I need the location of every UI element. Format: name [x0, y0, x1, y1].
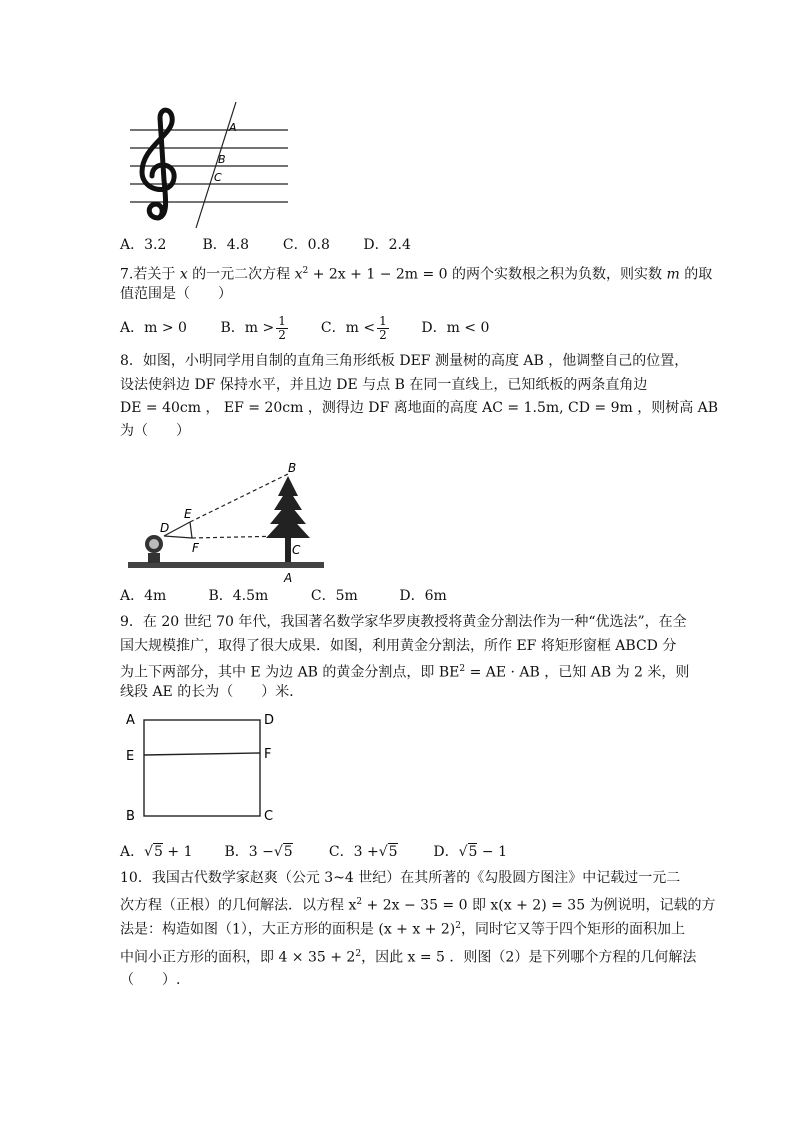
tree-measure-figure: [128, 458, 328, 586]
q9-options: [120, 842, 507, 862]
q9-option-d[interactable]: D．√5 − 1: [433, 844, 507, 860]
q8-line-4: 为（ ）: [120, 423, 190, 439]
q7-var-m: m: [666, 266, 680, 283]
q7-text-b: 的一元二次方程: [187, 266, 295, 283]
q10-line-5: （ ）.: [120, 972, 181, 988]
q7-option-c[interactable]: [321, 314, 417, 342]
fig-label-e: E: [126, 749, 135, 764]
segment-ef: [190, 522, 192, 538]
q9-option-a-radicand: 5: [154, 844, 163, 860]
window-frame-figure: [122, 708, 282, 826]
q8-option-a[interactable]: A．4m: [120, 588, 167, 604]
rectangle-abcd: [144, 720, 260, 816]
q7-option-b[interactable]: [220, 314, 316, 342]
q7-equation: + 2x + 1 − 2m = 0: [308, 266, 448, 283]
q10-line-3: [120, 916, 685, 940]
q7-text-a: 7.若关于: [120, 266, 180, 283]
q6-option-d[interactable]: D．2.4: [363, 237, 411, 253]
q7-text-c: 的两个实数根之积为负数，则实数: [447, 266, 667, 283]
q9-option-d-text: D．: [433, 844, 459, 860]
q10-line-2-text-b: + 2x − 35 = 0 即 x(x + 2) = 35 为例说明，记载的方: [362, 897, 716, 914]
q7-option-c-text: C．m <: [320, 320, 376, 336]
fraction-denominator: 2: [379, 327, 387, 342]
q7-option-a[interactable]: A．m > 0: [120, 320, 187, 336]
q7-line-1: [120, 261, 712, 285]
q7-option-b-text: B．m >: [220, 320, 275, 336]
q9-option-a-text: A．: [120, 844, 145, 860]
fraction-denominator: 2: [278, 327, 286, 342]
fig-label-c: C: [214, 171, 222, 184]
q10-line-3-text-a: 法是：构造如图（1），大正方形的面积是 (x + x + 2): [120, 921, 456, 938]
q7-option-c-fraction: [377, 315, 389, 342]
fraction-numerator: 1: [379, 313, 387, 328]
q9-option-b-radicand: 5: [283, 844, 293, 860]
fig-label-b: B: [288, 461, 297, 475]
q10-line-1: 10．我国古代数学家赵爽（公元 3~4 世纪）在其所著的《勾股圆方图注》中记载过一元二: [120, 870, 681, 886]
q7-option-d[interactable]: D．m < 0: [421, 320, 490, 336]
q10-line-2-sup: 2: [356, 897, 363, 907]
q7-options: [120, 314, 489, 342]
q10-line-2-text-a: 次方程（正根）的几何解法．以方程 x: [120, 897, 357, 914]
q6-options: [120, 235, 411, 255]
q9-option-c-radicand: 5: [388, 844, 398, 860]
q6-option-c[interactable]: C．0.8: [282, 237, 330, 253]
q7-eq-sup: 2: [302, 266, 309, 276]
q9-option-c[interactable]: C．3 +√5: [328, 844, 398, 860]
q9-option-a[interactable]: A．√5 + 1: [120, 844, 193, 860]
q7-eq-base: x: [294, 266, 303, 283]
q9-line-3-text-b: = AE · AB ，已知 AB 为 2 米，则: [465, 664, 690, 681]
q6-option-b[interactable]: B．4.8: [202, 237, 250, 253]
fig-label-d: D: [160, 521, 170, 535]
fig-label-a: A: [126, 713, 135, 728]
q9-option-a-tail: + 1: [162, 844, 193, 860]
q7-var-x: x: [179, 266, 188, 283]
q9-option-d-tail: − 1: [477, 844, 507, 860]
fig-label-c: C: [264, 809, 274, 824]
q8-line-3: DE = 40cm ， EF = 20cm ，测得边 DF 离地面的高度 AC = 1.5m, CD = 9m ，则树高 AB: [120, 400, 719, 416]
q6-option-a[interactable]: A．3.2: [120, 237, 167, 253]
segment-df: [164, 536, 192, 538]
fig-label-f: F: [192, 541, 199, 555]
q9-option-b[interactable]: B．3 −√5: [224, 844, 293, 860]
q8-line-1: 8．如图，小明同学用自制的直角三角形纸板 DEF 测量树的高度 AB ，他调整自己的位置，: [120, 353, 689, 369]
person-icon: [145, 535, 163, 563]
fig-label-f: F: [264, 747, 272, 762]
q10-line-3-sup: 2: [455, 921, 461, 931]
segment-ef: [144, 753, 260, 755]
q10-line-4-text-b: ，因此 x = 5 ．则图（2）是下列哪个方程的几何解法: [361, 949, 697, 966]
q9-option-d-radicand: 5: [468, 844, 478, 860]
q9-line-2: 国大规模推广，取得了很大成果．如图，利用黄金分割法，所作 EF 将矩形窗框 ABCD 分: [120, 638, 677, 654]
q10-line-3-text-b: ，同时它又等于四个矩形的面积加上: [460, 921, 685, 938]
q10-line-4-text-a: 中间小正方形的面积，即 4 × 35 + 2: [120, 949, 356, 966]
q9-line-3: [120, 659, 689, 683]
q8-option-d[interactable]: D．6m: [399, 588, 447, 604]
fig-label-c: C: [292, 543, 301, 557]
q7-option-b-fraction: [276, 315, 288, 342]
q8-line-2: 设法使斜边 DF 保持水平，并且边 DE 与点 B 在同一直线上，已知纸板的两条直角边: [120, 377, 648, 393]
q9-option-b-text: B．3 −: [224, 844, 274, 860]
fraction-numerator: 1: [278, 313, 286, 328]
fig-label-b: B: [218, 153, 226, 166]
q8-options: [120, 586, 447, 606]
fig-label-d: D: [264, 713, 275, 728]
q8-option-c[interactable]: C．5m: [310, 588, 358, 604]
q10-line-2: [120, 892, 716, 916]
q9-line-3-text-a: 为上下两部分，其中 E 为边 AB 的黄金分割点，即 BE: [120, 664, 460, 681]
fig-label-a: A: [229, 121, 237, 134]
staff-figure: [128, 100, 298, 230]
q7-text-d: 的取: [679, 266, 713, 283]
q10-line-4: [120, 944, 696, 968]
fig-label-b: B: [126, 809, 135, 824]
fig-label-e: E: [184, 507, 192, 521]
fig-label-a: A: [284, 571, 293, 585]
q9-line-4: 线段 AE 的长为（ ）米．: [120, 684, 304, 700]
tree-icon: [266, 476, 310, 562]
q7-line-2: 值范围是（ ）: [120, 286, 232, 302]
q10-line-4-sup: 2: [355, 949, 362, 959]
q9-option-c-text: C．3 +: [328, 844, 379, 860]
sight-line-eb: [190, 474, 288, 522]
q8-option-b[interactable]: B．4.5m: [208, 588, 269, 604]
q9-line-3-sup: 2: [459, 664, 466, 674]
q9-line-1: 9．在 20 世纪 70 年代，我国著名数学家华罗庚教授将黄金分割法作为一种“优选法”，在全: [120, 614, 687, 630]
